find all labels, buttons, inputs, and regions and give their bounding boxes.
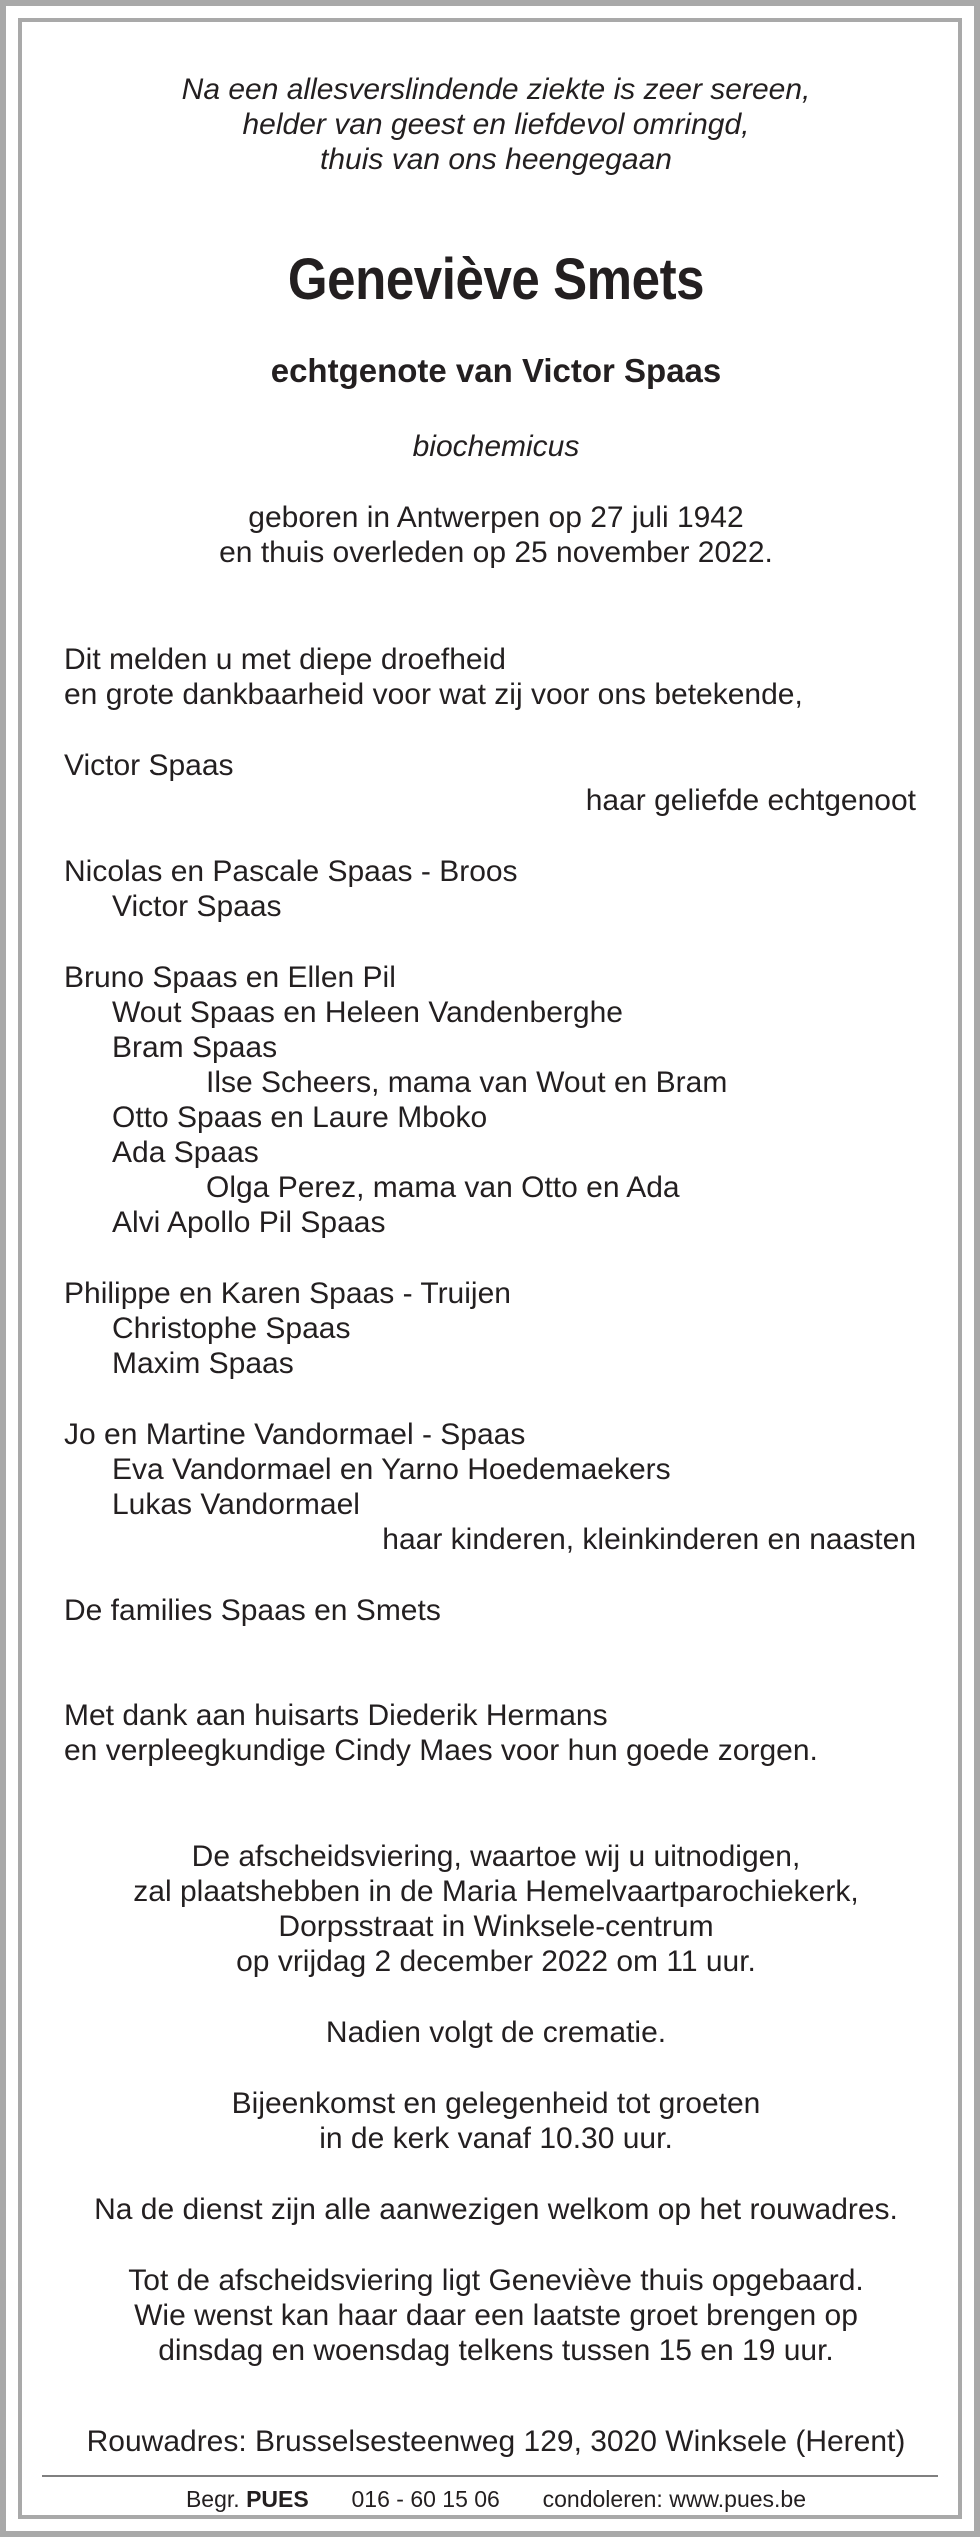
- family-member: Christophe Spaas: [112, 1312, 351, 1345]
- footer-divider: [42, 2475, 938, 2477]
- intro-line-1: Na een allesverslindende ziekte is zeer sereen,: [181, 73, 811, 106]
- families-line: De families Spaas en Smets: [64, 1594, 441, 1627]
- family-member: Lukas Vandormael: [112, 1488, 360, 1521]
- footer-begr-prefix: Begr.: [185, 2486, 240, 2512]
- footer-undertaker: PUES: [246, 2486, 309, 2512]
- family-member: Bruno Spaas en Ellen Pil: [64, 961, 396, 994]
- family-member: Victor Spaas: [112, 890, 282, 923]
- thanks-line-2: en verpleegkundige Cindy Maes voor hun goede zorgen.: [64, 1734, 818, 1767]
- family-member: Ada Spaas: [112, 1136, 259, 1169]
- gathering-line-1: Bijeenkomst en gelegenheid tot groeten: [231, 2087, 761, 2120]
- family-relation: haar kinderen, kleinkinderen en naasten: [382, 1523, 916, 1556]
- family-member: Alvi Apollo Pil Spaas: [112, 1206, 386, 1239]
- family-member: Ilse Scheers, mama van Wout en Bram: [206, 1066, 728, 1099]
- announce-line-1: Dit melden u met diepe droefheid: [64, 643, 506, 676]
- husband-name: Victor Spaas: [64, 749, 234, 782]
- footer: [6, 2484, 980, 2514]
- ceremony-line-4: op vrijdag 2 december 2022 om 11 uur.: [236, 1945, 756, 1978]
- intro-line-2: helder van geest en liefdevol omringd,: [242, 108, 750, 141]
- family-member: Otto Spaas en Laure Mboko: [112, 1101, 488, 1134]
- birth-line: geboren in Antwerpen op 27 juli 1942: [248, 501, 744, 534]
- family-member: Maxim Spaas: [112, 1347, 294, 1380]
- ceremony-line-2: zal plaatshebben in de Maria Hemelvaartparochiekerk,: [133, 1875, 859, 1908]
- announce-line-2: en grote dankbaarheid voor wat zij voor ons betekende,: [64, 678, 803, 711]
- footer-condolences[interactable]: condoleren: www.pues.be: [542, 2486, 807, 2512]
- spouse-line: echtgenote van Victor Spaas: [270, 352, 722, 389]
- footer-phone: 016 - 60 15 06: [351, 2486, 500, 2512]
- viewing-line-1: Tot de afscheidsviering ligt Geneviève thuis opgebaard.: [128, 2264, 864, 2297]
- thanks-line-1: Met dank aan huisarts Diederik Hermans: [64, 1699, 608, 1732]
- gathering-line-2: in de kerk vanaf 10.30 uur.: [319, 2122, 673, 2155]
- intro-line-3: thuis van ons heengegaan: [320, 143, 672, 176]
- after-service-line: Na de dienst zijn alle aanwezigen welkom op het rouwadres.: [94, 2193, 898, 2226]
- family-member: Bram Spaas: [112, 1031, 278, 1064]
- family-member: Olga Perez, mama van Otto en Ada: [206, 1171, 680, 1204]
- family-member: Jo en Martine Vandormael - Spaas: [64, 1418, 526, 1451]
- family-member: Philippe en Karen Spaas - Truijen: [64, 1277, 511, 1310]
- ceremony-line-3: Dorpsstraat in Winksele-centrum: [278, 1910, 714, 1943]
- husband-role: haar geliefde echtgenoot: [585, 784, 916, 817]
- viewing-line-2: Wie wenst kan haar daar een laatste groet brengen op: [134, 2299, 858, 2332]
- family-member: Nicolas en Pascale Spaas - Broos: [64, 855, 518, 888]
- viewing-line-3: dinsdag en woensdag telkens tussen 15 en 19 uur.: [158, 2334, 834, 2367]
- family-member: Eva Vandormael en Yarno Hoedemaekers: [112, 1453, 671, 1486]
- address-line: Rouwadres: Brusselsesteenweg 129, 3020 Winksele (Herent): [86, 2425, 906, 2458]
- family-member: Wout Spaas en Heleen Vandenberghe: [112, 996, 623, 1029]
- ceremony-line-1: De afscheidsviering, waartoe wij u uitnodigen,: [191, 1840, 801, 1873]
- cremation-line: Nadien volgt de crematie.: [325, 2016, 667, 2049]
- profession: biochemicus: [412, 430, 580, 463]
- deceased-name: Geneviève Smets: [287, 247, 705, 312]
- death-line: en thuis overleden op 25 november 2022.: [219, 536, 773, 569]
